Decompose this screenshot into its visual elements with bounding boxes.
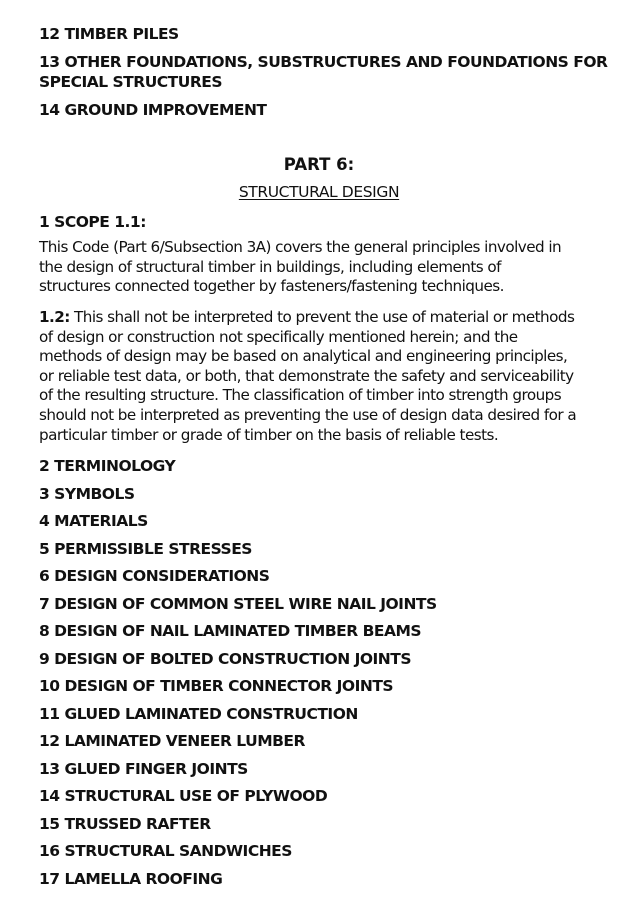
section-materials: 4 MATERIALS	[39, 512, 148, 530]
paragraph-line: of the resulting structure. The classification of timber into strength groups	[39, 386, 562, 405]
part-heading: PART 6:	[283, 155, 355, 174]
paragraph-line: the design of structural timber in buildings, including elements of	[39, 257, 501, 276]
list-item-ground-improvement: 14 GROUND IMPROVEMENT	[39, 101, 267, 119]
section-permissible-stresses: 5 PERMISSIBLE STRESSES	[39, 540, 252, 558]
list-item-timber-piles: 12 TIMBER PILES	[39, 25, 179, 43]
clause-label: 1.2:	[39, 308, 70, 326]
section-symbols: 3 SYMBOLS	[39, 485, 135, 503]
list-item-other-foundations-cont: SPECIAL STRUCTURES	[39, 73, 223, 91]
section-design-considerations: 6 DESIGN CONSIDERATIONS	[39, 567, 270, 585]
section-bolted-joints: 9 DESIGN OF BOLTED CONSTRUCTION JOINTS	[39, 650, 412, 668]
paragraph-first-line	[39, 308, 629, 328]
paragraph-line: This Code (Part 6/Subsection 3A) covers the general principles involved in	[39, 238, 562, 256]
section-nail-laminated-beams: 8 DESIGN OF NAIL LAMINATED TIMBER BEAMS	[39, 622, 422, 640]
scope-heading: 1 SCOPE 1.1:	[39, 213, 146, 231]
section-trussed-rafter: 15 TRUSSED RAFTER	[39, 815, 211, 833]
section-sandwiches: 16 STRUCTURAL SANDWICHES	[39, 842, 292, 860]
section-lamella-roofing: 17 LAMELLA ROOFING	[39, 870, 223, 888]
part-subheading-text: STRUCTURAL DESIGN	[238, 183, 400, 201]
section-terminology: 2 TERMINOLOGY	[39, 457, 176, 475]
scope-paragraph-1	[39, 238, 629, 297]
paragraph-line: structures connected together by fasteners/fastening techniques.	[39, 277, 504, 296]
paragraph-line: or reliable test data, or both, that demonstrate the safety and serviceability	[39, 366, 574, 385]
section-nail-joints: 7 DESIGN OF COMMON STEEL WIRE NAIL JOINTS	[39, 595, 437, 613]
paragraph-line: particular timber or grade of timber on the basis of reliable tests.	[39, 425, 499, 444]
list-item-other-foundations: 13 OTHER FOUNDATIONS, SUBSTRUCTURES AND FOUNDATIONS FOR	[39, 53, 608, 71]
part-subheading	[0, 183, 638, 201]
paragraph-line: should not be interpreted as preventing the use of design data desired for a	[39, 405, 577, 424]
section-plywood: 14 STRUCTURAL USE OF PLYWOOD	[39, 787, 328, 805]
section-connector-joints: 10 DESIGN OF TIMBER CONNECTOR JOINTS	[39, 677, 394, 695]
paragraph-line-text: This shall not be interpreted to prevent the use of material or methods	[69, 308, 575, 326]
section-veneer-lumber: 12 LAMINATED VENEER LUMBER	[39, 732, 305, 750]
section-glued-laminated: 11 GLUED LAMINATED CONSTRUCTION	[39, 705, 358, 723]
paragraph-line: methods of design may be based on analytical and engineering principles,	[39, 347, 568, 366]
section-finger-joints: 13 GLUED FINGER JOINTS	[39, 760, 248, 778]
scope-paragraph-2	[39, 308, 629, 445]
paragraph-line: of design or construction not specifically mentioned herein; and the	[39, 327, 518, 346]
